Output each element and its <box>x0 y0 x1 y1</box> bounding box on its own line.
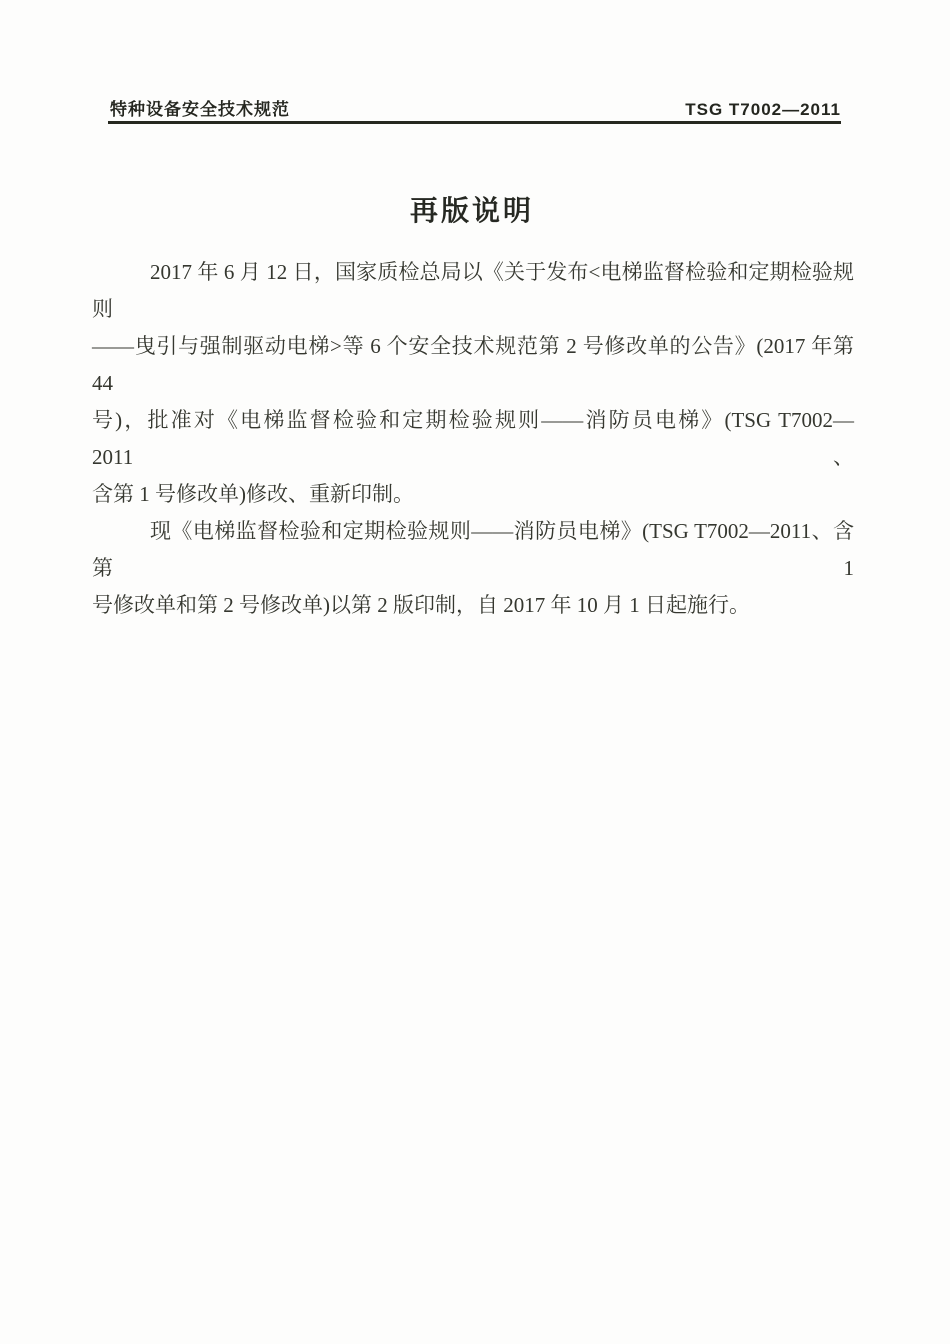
page-title: 再版说明 <box>409 195 534 226</box>
header-rule <box>108 121 841 124</box>
paragraph-1 <box>92 254 854 513</box>
paragraph-line: ——曳引与强制驱动电梯>等 6 个安全技术规范第 2 号修改单的公告》(2017 年第 44 <box>92 334 854 395</box>
paragraph-line: 号修改单和第 2 号修改单)以第 2 版印制，自 2017 年 10 月 1 日起施行。 <box>92 593 750 617</box>
paragraph-line: 现《电梯监督检验和定期检验规则——消防员电梯》(TSG T7002—2011、含第 1 <box>92 519 854 580</box>
body-text <box>92 254 854 624</box>
header-right-code: TSG T7002—2011 <box>685 100 841 119</box>
paragraph-line: 号)，批准对《电梯监督检验和定期检验规则——消防员电梯》(TSG T7002—2011、 <box>92 408 854 469</box>
paragraph-2 <box>92 513 854 624</box>
header-left-title: 特种设备安全技术规范 <box>110 100 290 119</box>
paragraph-line: 2017 年 6 月 12 日，国家质检总局以《关于发布<电梯监督检验和定期检验规则 <box>92 260 854 321</box>
paragraph-line: 含第 1 号修改单)修改、重新印制。 <box>92 482 414 506</box>
running-header <box>110 95 841 120</box>
